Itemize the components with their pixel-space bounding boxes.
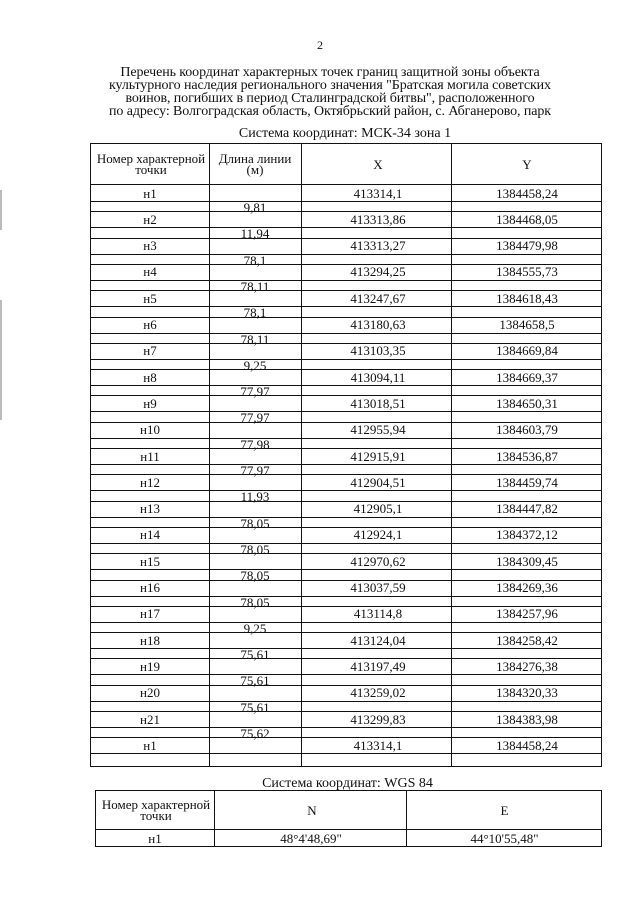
point-name: н9 [143,395,157,411]
row-divider [91,201,601,202]
x-value: 413294,25 [350,264,406,280]
y-value: 1384536,87 [496,448,558,464]
y-value: 1384458,24 [496,737,558,753]
line-length: 9,25 [243,620,267,636]
y-value: 1384269,36 [496,580,558,595]
point-name: н16 [140,580,160,595]
table-row [91,448,601,464]
point-name: н20 [140,685,160,701]
row-divider [91,385,601,386]
x-value: 413094,11 [350,369,406,385]
line-length: 11,93 [240,489,270,505]
point-name: н8 [143,369,157,385]
table-row [91,685,601,701]
point-name: н19 [140,658,160,674]
x-value: 412915,91 [350,448,406,464]
y-value: 1384468,05 [496,211,558,227]
line-length: 77,97 [240,410,270,426]
line-length: 75,61 [240,647,270,663]
line-length: 78,1 [243,252,267,268]
table-row [91,553,601,569]
row-divider [91,701,601,702]
table-row [96,830,601,846]
row-divider [91,490,601,491]
x-value: 413314,1 [353,737,403,753]
point-name: н21 [140,711,160,727]
line-length: 11,94 [240,226,270,242]
table-row [91,395,601,411]
point-name: н1 [143,185,157,201]
x-value: 413313,27 [350,238,406,254]
row-divider [91,596,601,597]
row-divider [91,254,601,255]
row-divider [91,280,601,281]
y-value: 1384383,98 [496,711,558,727]
y-value: 1384555,73 [496,264,558,280]
line-length: 78,05 [240,515,270,531]
y-value: 1384372,12 [496,527,558,543]
y-value: 1384669,37 [496,369,558,385]
point-name: н5 [143,290,157,306]
x-value: 413103,35 [350,343,406,359]
table-row [91,238,601,254]
line-length: 75,61 [240,699,270,715]
latitude-value: 48°4'48,69" [280,830,342,846]
x-value: 413018,51 [350,395,406,411]
title-line: воинов, погибших в период Сталинградской битвы", расположенного [125,91,535,106]
row-divider [91,622,601,623]
table2-header [96,791,601,830]
scan-edge-mark [0,300,2,420]
table-row [91,343,601,359]
x-value: 412904,51 [350,474,406,490]
row-divider [91,674,601,675]
x-value: 412924,1 [353,527,403,543]
x-value: 413180,63 [350,317,406,332]
table-row [91,606,601,622]
row-divider [91,411,601,412]
document-title [70,66,590,118]
line-length: 75,61 [240,673,270,689]
y-value: 1384479,98 [496,238,558,254]
point-name: н12 [140,474,160,490]
point-name: н13 [140,501,160,517]
line-length: 78,05 [240,541,270,557]
row-divider [91,517,601,518]
y-value: 1384458,24 [496,185,558,201]
x-value: 413114,8 [353,606,403,622]
table-row [91,290,601,306]
line-length: 78,11 [240,278,270,294]
point-name: н7 [143,343,157,359]
table-row [91,527,601,543]
y-value: 1384650,31 [496,395,558,411]
title-line: Перечень координат характерных точек границ защитной зоны объекта [120,65,540,80]
header-x: X [373,156,383,172]
header-n: N [307,802,317,818]
table-row [91,658,601,674]
y-value: 1384658,5 [499,317,555,332]
y-value: 1384276,38 [496,658,558,674]
page-number: 2 [317,38,323,52]
x-value: 412955,94 [350,422,406,438]
y-value: 1384669,84 [496,343,558,359]
table-row [91,632,601,648]
line-length: 9,81 [243,200,267,215]
x-value: 412970,62 [350,553,406,569]
point-name: н17 [140,606,160,622]
table-row [91,317,601,333]
line-length: 77,97 [240,384,270,400]
table2-caption: Система координат: WGS 84 [262,776,433,791]
point-name: н15 [140,553,160,569]
line-length: 78,11 [240,331,270,347]
row-divider [91,648,601,649]
table-row [91,711,601,727]
x-value: 413124,04 [350,632,406,648]
table-row [91,211,601,227]
point-name: н4 [143,264,157,280]
longitude-value: 44°10'55,48" [470,830,539,846]
header-e: E [500,802,509,818]
point-name: н6 [143,317,157,332]
line-length: 9,25 [243,357,267,373]
y-value: 1384258,42 [496,632,558,648]
table-row [91,422,601,438]
line-length: 75,62 [240,726,270,741]
table-row [91,580,601,596]
x-value: 413197,49 [350,658,406,674]
table-row [91,474,601,490]
header-line-length: Длина линии (м) [218,151,292,177]
x-value: 413037,59 [350,580,406,595]
x-value: 413299,83 [350,711,406,727]
x-value: 413247,67 [350,290,406,306]
x-value: 412905,1 [353,501,403,517]
x-value: 413313,86 [350,211,406,227]
title-line: культурного наследия регионального значения "Братская могила советских [109,78,551,93]
point-name: н14 [140,527,160,543]
y-value: 1384459,74 [496,474,558,490]
row-divider [91,359,601,360]
line-length: 78,1 [243,305,267,321]
coordinates-table-msk34 [90,143,602,767]
row-divider [91,727,601,728]
header-point-number: Номер характерной точки [96,151,206,177]
y-value: 1384320,33 [496,685,558,701]
table-row [91,264,601,280]
y-value: 1384309,45 [496,553,558,569]
table-row [91,369,601,385]
title-line: по адресу: Волгоградская область, Октябрьский район, с. Абганерово, парк [109,104,551,119]
table1-caption: Система координат: МСК-34 зона 1 [238,126,452,141]
point-name: н18 [140,632,160,648]
coordinates-table-wgs84 [95,790,602,847]
line-length: 78,05 [240,568,270,584]
point-name: н1 [143,737,157,753]
line-length: 77,97 [240,463,270,478]
point-name: н2 [143,211,157,227]
x-value: 413259,02 [350,685,406,701]
table1-header [91,144,601,185]
row-divider [91,569,601,570]
y-value: 1384618,43 [496,290,558,306]
x-value: 413314,1 [353,185,403,201]
row-divider [91,543,601,544]
scan-edge-mark [0,190,2,230]
line-length: 78,05 [240,594,270,610]
y-value: 1384257,96 [496,606,558,622]
point-name: н1 [148,830,162,846]
row-divider [91,753,601,754]
y-value: 1384603,79 [496,422,558,438]
row-divider [91,438,601,439]
point-name: н10 [140,422,160,438]
row-divider [91,333,601,334]
table-row [91,185,601,201]
row-divider [91,306,601,307]
point-name: н11 [140,448,160,464]
header-point-number: Номер характерной точки [101,797,211,823]
row-divider [91,464,601,465]
header-y: Y [522,156,532,172]
point-name: н3 [143,238,157,254]
table-row [91,737,601,753]
line-length: 77,98 [240,436,270,452]
y-value: 1384447,82 [496,501,558,517]
table-row [91,501,601,517]
row-divider [91,227,601,228]
